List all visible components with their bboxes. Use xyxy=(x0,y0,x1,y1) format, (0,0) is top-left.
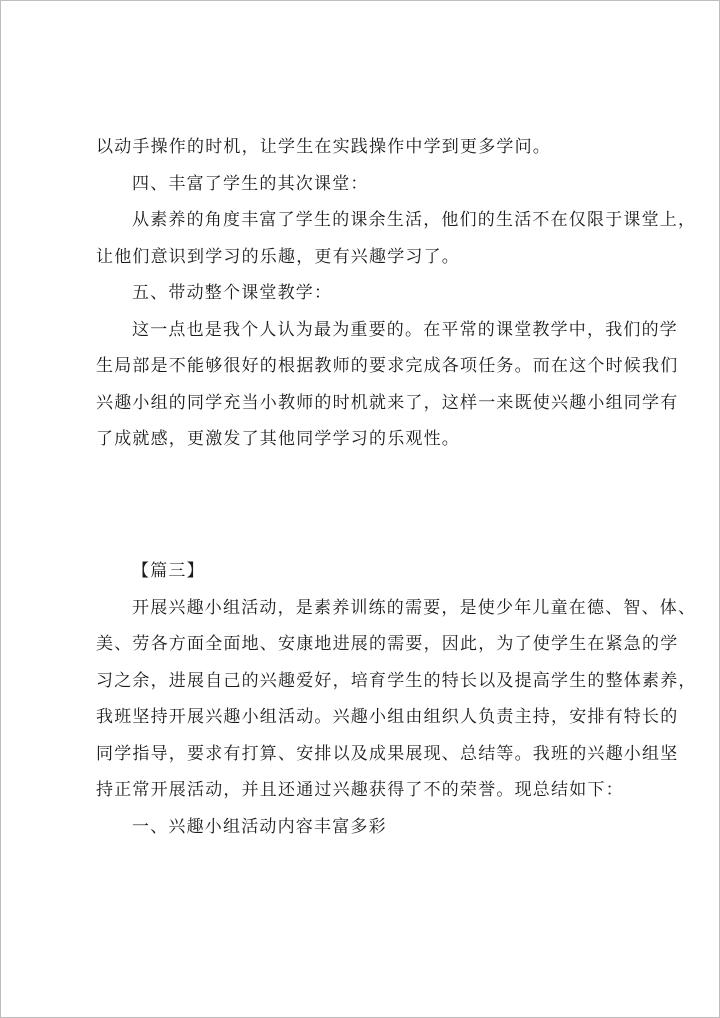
paragraph-line: 从素养的角度丰富了学生的课余生活，他们的生活不在仅限于课堂上， xyxy=(132,210,697,230)
paragraph-line: 持正常开展活动，并且还通过兴趣获得了不的荣誉。现总结如下： xyxy=(96,780,624,800)
paragraph-line: 同学指导，要求有打算、安排以及成果展现、总结等。我班的兴趣小组坚 xyxy=(96,743,679,764)
heading-one: 一、兴趣小组活动内容丰富多彩 xyxy=(132,816,387,837)
section-1 xyxy=(96,129,697,458)
section-2 xyxy=(96,553,697,845)
paragraph-line: 让他们意识到学习的乐趣，更有兴趣学习了。 xyxy=(96,246,460,267)
paragraph-line: 我班坚持开展兴趣小组活动。兴趣小组由组织人负责主持，安排有特长的 xyxy=(96,707,679,727)
paragraph-line: 开展兴趣小组活动，是素养训练的需要，是使少年儿童在德、智、体、 xyxy=(132,597,697,618)
heading-five: 五、带动整个课堂教学： xyxy=(132,283,333,303)
paragraph-line: 习之余，进展自己的兴趣爱好，培育学生的特长以及提高学生的整体素养， xyxy=(96,670,697,691)
paragraph-line: 了成就感，更激发了其他同学学习的乐观性。 xyxy=(96,429,460,449)
paragraph-line: 生局部是不能够很好的根据教师的要求完成各项任务。而在这个时候我们 xyxy=(96,356,679,376)
paragraph-line: 兴趣小组的同学充当小教师的时机就来了，这样一来既使兴趣小组同学有 xyxy=(96,392,679,413)
paragraph-line: 这一点也是我个人认为最为重要的。在平常的课堂教学中，我们的学 xyxy=(132,319,678,340)
section-heading: 【篇三】 xyxy=(132,561,205,581)
paragraph-line: 以动手操作的时机，让学生在实践操作中学到更多学问。 xyxy=(96,137,551,157)
paragraph-line: 美、劳各方面全面地、安康地进展的需要，因此，为了使学生在紧急的学 xyxy=(96,634,679,654)
heading-four: 四、丰富了学生的其次课堂： xyxy=(132,173,369,194)
